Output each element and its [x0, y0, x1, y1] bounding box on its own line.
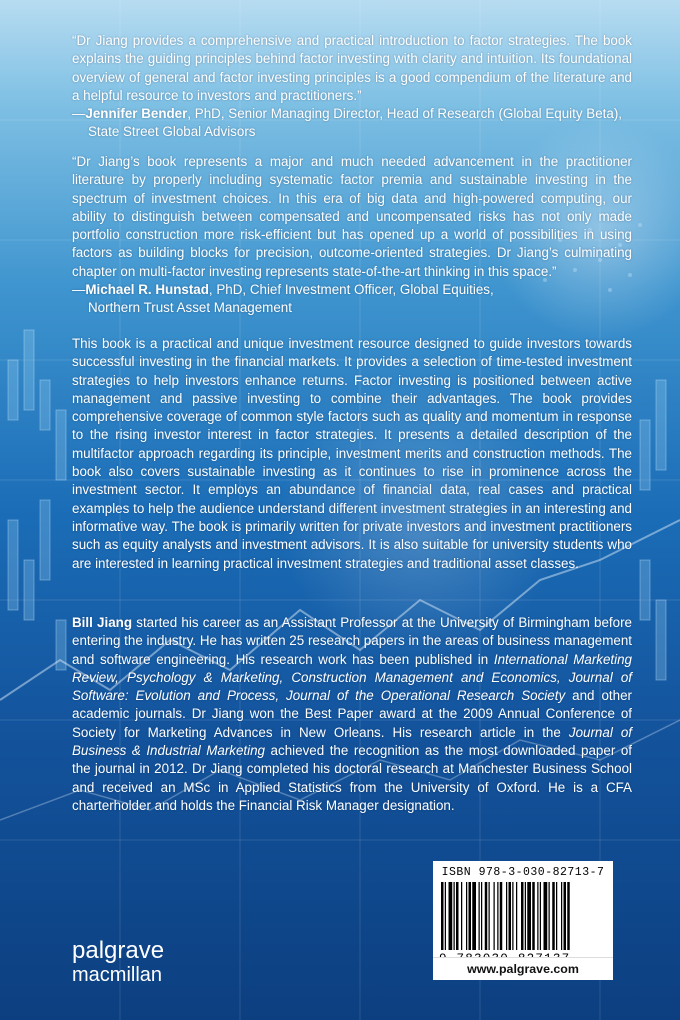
- quote-1-org: State Street Global Advisors: [88, 124, 256, 140]
- author-bio-text: [72, 614, 632, 815]
- quote-2-attribution: [72, 281, 632, 318]
- description-text: This book is a practical and unique investment resource designed to guide investors towards successful investing in the financial markets. It provides a selection of time-tested investment strategies to help investors enhance returns. Factor investing is positioned between active management and passive investing to combine their advantages. The book provides comprehensive coverage of common style factors such as quality and momentum in response to the rising investor interest in factor strategies. It presents a detailed description of the multifactor approach regarding its principle, investment merits and construction methods. The book also covers sustainable investing as it continues to rise in prominence across the investment sector. It employs an abundance of financial data, real cases and practical examples to help the audience understand different investment strategies in an interesting and informative way. The book is primarily written for private investors and investment practitioners such as equity analysts and investment advisors. It is also suitable for university students who are interested in learning practical investment strategies and traditional asset classes.: [72, 336, 632, 571]
- quote-2-text: “Dr Jiang’s book represents a major and much needed advancement in the practitioner literature by properly including systematic factor premia and sustainable investing in the spectrum of investment choices. In this era of big data and high-powered computing, our ability to distinguish between compensated and uncompensated risks has not only made portfolio construction more risk-efficient but has opened up a world of possibilities in using factors as building blocks for precision, outcome-oriented strategies. Dr Jiang’s culminating chapter on multi-factor investing represents state-of-the-art thinking in this space.”: [72, 154, 632, 279]
- publisher-logo: [72, 939, 192, 986]
- endorsement-quote-1: [72, 32, 632, 142]
- book-description: [72, 335, 632, 573]
- endorsement-quote-2: [72, 153, 632, 318]
- barcode-bars: [441, 882, 605, 952]
- quote-2-role: , PhD, Chief Investment Officer, Global Equities,: [208, 282, 494, 298]
- author-bio-part-3: achieved the recognition as the most downloaded paper of the journal in 2012. Dr Jiang completed his doctoral research at Manchester Business School and received an MSc in Applied Statistics from the University of Oxford. He is a CFA charterholder and holds the Financial Risk Manager designation.: [72, 743, 632, 813]
- author-journals: International Marketing Review, Psychology & Marketing, Construction Management and Economics, Journal of Software: Evolution and Process, Journal of the Operational Research Society: [72, 651, 633, 704]
- quote-1-attribution: [72, 105, 632, 142]
- isbn-number: ISBN 978-3-030-82713-7: [441, 866, 605, 879]
- author-name: Bill Jiang: [72, 615, 133, 630]
- author-bio: [72, 614, 632, 815]
- quote-2-name: Michael R. Hunstad: [85, 282, 209, 298]
- publisher-website[interactable]: www.palgrave.com: [433, 957, 613, 980]
- publisher-logo-line-1: palgrave: [72, 937, 165, 964]
- author-bio-part-2: and other academic journals. Dr Jiang won the Best Paper award at the 2009 Annual Conference of Society for Marketing Advances in New Orleans. His research article in the: [72, 688, 632, 740]
- author-bio-part-1: started his career as an Assistant Professor at the University of Birmingham before entering the industry. He has written 25 research papers in the areas of business management and software engineering. His research work has been published in: [72, 615, 632, 667]
- quote-2-dash: —: [72, 282, 86, 298]
- quote-1-dash: —: [72, 106, 86, 122]
- author-journal-2: Journal of Business & Industrial Marketing: [72, 724, 632, 759]
- quote-2-org: Northern Trust Asset Management: [88, 300, 292, 316]
- publisher-logo-line-2: macmillan: [72, 964, 163, 986]
- quote-1-name: Jennifer Bender: [85, 106, 188, 122]
- quote-1-text: “Dr Jiang provides a comprehensive and practical introduction to factor strategies. The book explains the guiding principles behind factor investing with clarity and intuition. Its foundational overview of general and factor investing principles is a good compendium of the literature and a helpful resource to investors and practitioners.”: [72, 33, 632, 103]
- quote-1-role: , PhD, Senior Managing Director, Head of Research (Global Equity Beta),: [187, 106, 623, 122]
